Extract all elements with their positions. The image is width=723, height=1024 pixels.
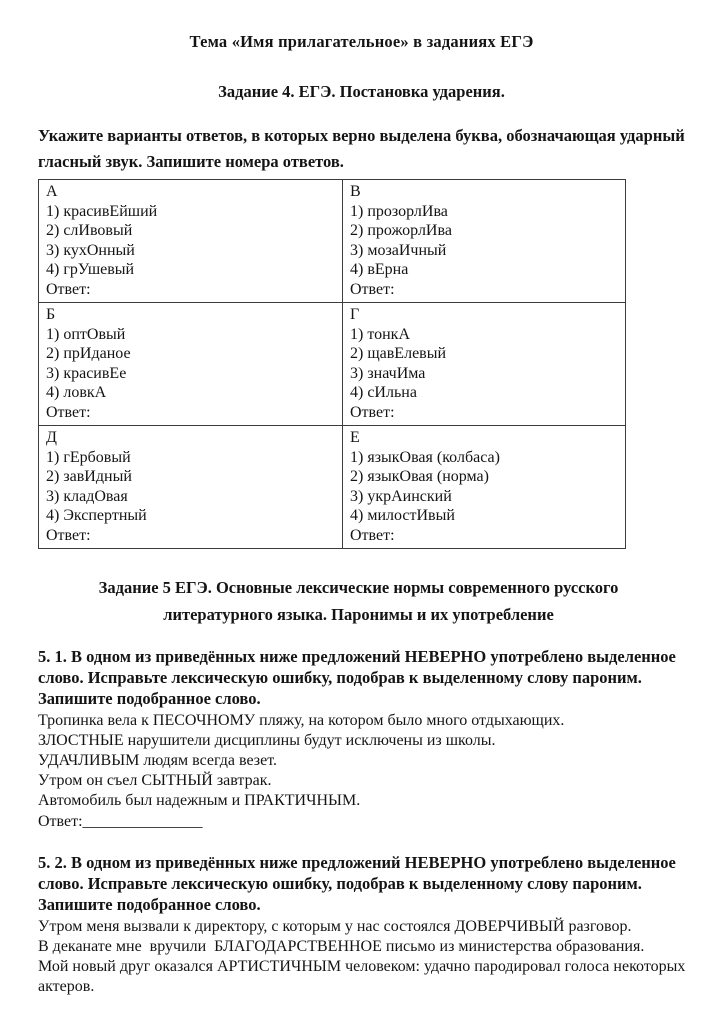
option-line: 2) языкОвая (норма) [350,468,489,485]
option-line: 4) Экспертный [46,507,147,524]
exercise-5-1-sentences [38,711,699,811]
answer-line [38,812,699,832]
option-line: 1) гЕрбовый [46,448,131,466]
sentence: В деканате мне вручили БЛАГОДАРСТВЕННОЕ письмо из министерства образования. [38,938,645,955]
sentence: УДАЧЛИВЫМ людям всегда везет. [38,752,277,769]
cell-letter: Е [350,429,360,446]
answer-label: Ответ: [38,813,83,830]
cell-letter: Г [350,306,360,323]
option-line: 3) укрАинский [350,487,452,505]
option-line: 4) грУшевый [46,261,135,278]
option-line: 4) милостИвый [350,507,455,524]
option-line: 1) языкОвая (колбаса) [350,448,500,466]
task4-heading: Задание 4. ЕГЭ. Постановка ударения. [218,82,505,101]
page-title: Тема «Имя прилагательное» в заданиях ЕГЭ [189,32,534,51]
exercise-5-2 [38,852,699,997]
option-line: 3) мозаИчный [350,241,447,259]
option-line: 3) значИма [350,364,426,382]
option-line: 2) прИданое [46,345,131,362]
task4-instruction: Укажите варианты ответов, в которых верно выделена буква, обозначающая ударный гласный звук. Запишите номера ответов. [38,126,685,171]
table-row [39,303,626,426]
option-line: 3) кладОвая [46,487,128,505]
option-line: 2) слИвовый [46,222,133,239]
option-line: 1) оптОвый [46,325,126,343]
option-line: 4) ловкА [46,384,107,401]
option-line: 3) красивЕе [46,364,127,382]
sentence: Автомобиль был надежным и ПРАКТИЧНЫМ. [38,792,361,809]
table-cell-b [39,303,343,426]
option-line: 2) щавЕлевый [350,345,447,362]
answer-label: Ответ: [46,403,91,421]
cell-letter: Д [46,429,57,446]
exercise-5-1-prompt: 5. 1. В одном из приведённых ниже предложений НЕВЕРНО употреблено выделенное слово. Исправьте лексическую ошибку, подобрав к выделенному слову пароним. Запишите подобранное слово. [38,647,681,708]
cell-letter: А [46,183,58,200]
answer-label: Ответ: [46,280,91,298]
table-row [39,180,626,303]
option-line: 1) тонкА [350,325,410,343]
table-cell-e [343,426,626,549]
answer-label: Ответ: [350,280,395,298]
option-line: 3) кухОнный [46,241,135,259]
table-cell-v [343,180,626,303]
option-line: 1) красивЕйший [46,202,158,220]
option-line: 4) сИльна [350,384,417,401]
option-line: 2) прожорлИва [350,222,452,239]
sentence: Тропинка вела к ПЕСОЧНОМУ пляжу, на котором было много отдыхающих. [38,712,565,729]
cell-letter: В [350,183,361,200]
table-cell-a [39,180,343,303]
answer-label: Ответ: [350,526,395,544]
exercise-5-1 [38,646,699,832]
table-cell-g [343,303,626,426]
option-line: 4) вЕрна [350,261,409,278]
sentence: Утром он съел СЫТНЫЙ завтрак. [38,772,272,789]
cell-letter: Б [46,306,56,323]
table-cell-d [39,426,343,549]
stress-options-table [38,179,626,549]
task5-heading: Задание 5 ЕГЭ. Основные лексические нормы современного русского литературного языка. Паронимы и их употребление [98,578,619,624]
answer-label: Ответ: [350,403,395,421]
option-line: 2) завИдный [46,468,132,485]
table-row [39,426,626,549]
exercise-5-2-prompt: 5. 2. В одном из приведённых ниже предложений НЕВЕРНО употреблено выделенное слово. Исправьте лексическую ошибку, подобрав к выделенному слову пароним. Запишите подобранное слово. [38,853,681,914]
option-line: 1) прозорлИва [350,202,448,220]
exercise-5-2-sentences [38,917,699,997]
sentence: Мой новый друг оказался АРТИСТИЧНЫМ человеком: удачно пародировал голоса некоторых актеров. [38,958,690,995]
sentence: ЗЛОСТНЫЕ нарушители дисциплины будут исключены из школы. [38,732,496,749]
sentence: Утром меня вызвали к директору, с которым у нас состоялся ДОВЕРЧИВЫЙ разговор. [38,918,632,935]
answer-label: Ответ: [46,526,91,544]
answer-blank: _______________ [82,813,203,830]
